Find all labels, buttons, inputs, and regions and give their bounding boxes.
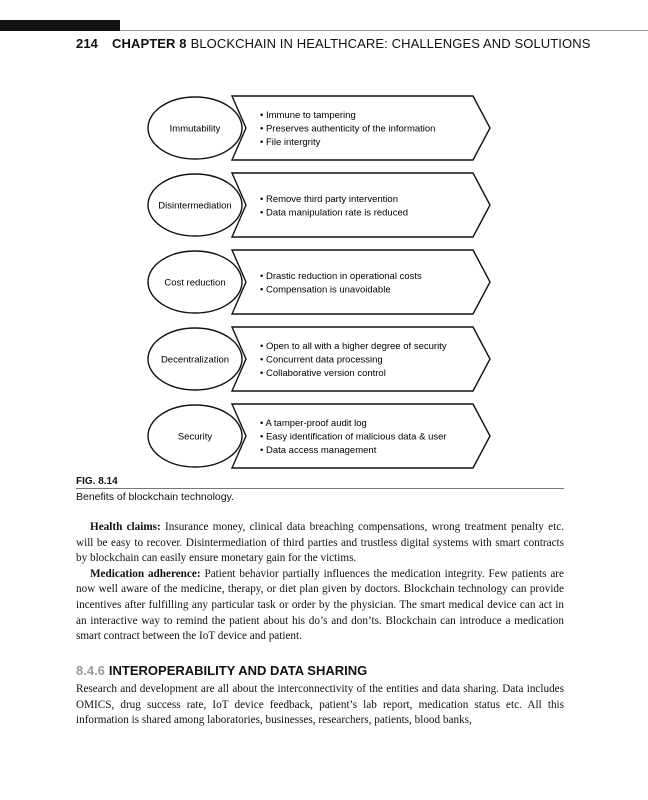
benefit-bullet: • Data manipulation rate is reduced (260, 207, 409, 219)
benefit-bullet: • A tamper-proof audit log (260, 418, 367, 429)
section-body (76, 682, 564, 729)
benefit-name: Cost reduction (164, 277, 226, 289)
benefit-name: Decentralization (160, 354, 230, 366)
paragraph-health-claims (76, 520, 564, 567)
running-header (76, 36, 591, 51)
figure-label: FIG. 8.14 (76, 476, 118, 487)
medication-adherence-heading: Medication adherence: (90, 567, 201, 580)
benefit-row (148, 173, 490, 237)
section-heading (76, 663, 367, 678)
section-number: 8.4.6 (76, 663, 105, 678)
benefit-name: Security (177, 431, 213, 443)
benefit-row (148, 250, 490, 314)
benefit-bullet: • Immune to tampering (260, 110, 356, 121)
benefit-bullet: • Compensation is unavoidable (260, 284, 391, 296)
benefit-bullet: • Concurrent data processing (260, 354, 383, 366)
benefits-diagram (140, 90, 500, 470)
header-black-bar (0, 20, 120, 31)
benefit-row (148, 96, 490, 160)
benefit-bullet: • Preserves authenticity of the information (260, 123, 436, 135)
medication-adherence-text: Patient behavior partially influences the medication integrity. Few patients are now well aware of the medicine, therapy, or diet plan given by doctors. Blockchain technology can provide incentives after fulfilling any particular task or order by the physician. The smart medical device can act in an interactive way to remind the patient about his do’s and don’ts. Blockchain can introduce a medication smart contract between the IoT device and patient. (76, 567, 564, 643)
page-number: 214 (76, 36, 98, 51)
benefit-bullet: • File intergrity (260, 137, 321, 148)
chevron-box (232, 173, 490, 237)
figure-rule (76, 488, 564, 489)
section-title: INTEROPERABILITY AND DATA SHARING (108, 663, 368, 678)
benefit-bullet: • Collaborative version control (260, 368, 386, 379)
body-paragraphs (76, 520, 564, 645)
header-rule (120, 30, 648, 31)
paragraph-medication-adherence (76, 567, 564, 645)
chapter-title: BLOCKCHAIN IN HEALTHCARE: CHALLENGES AND SOLUTIONS (190, 36, 591, 51)
benefit-row (148, 327, 490, 391)
benefit-bullet: • Data access management (260, 445, 377, 456)
benefit-bullet: • Open to all with a higher degree of security (260, 341, 447, 352)
chevron-box (232, 250, 490, 314)
health-claims-heading: Health claims: (90, 521, 161, 533)
figure-caption: Benefits of blockchain technology. (76, 491, 234, 503)
benefit-row (148, 404, 490, 468)
section-paragraph: Research and development are all about the interconnectivity of the entities and data sharing. Data includes OMICS, drug success rate, IoT device feedback, patient’s lab report, medication status etc. All this information is shared among laboratories, businesses, researchers, patients, blood banks, (76, 683, 564, 727)
chapter-label: CHAPTER 8 (112, 36, 187, 51)
benefit-bullet: • Remove third party intervention (260, 193, 398, 205)
health-claims-text: Insurance money, clinical data breaching compensations, wrong treatment penalty etc. will be easy to recover. Disintermediation of third parties and trustless digital systems with smart contracts by blockchain can easily ensure monetary gain for the victims. (76, 521, 564, 565)
benefit-name: Disintermediation (158, 200, 232, 212)
benefit-name: Immutability (169, 123, 221, 135)
benefit-bullet: • Easy identification of malicious data & user (260, 431, 447, 443)
benefit-bullet: • Drastic reduction in operational costs (260, 270, 422, 282)
